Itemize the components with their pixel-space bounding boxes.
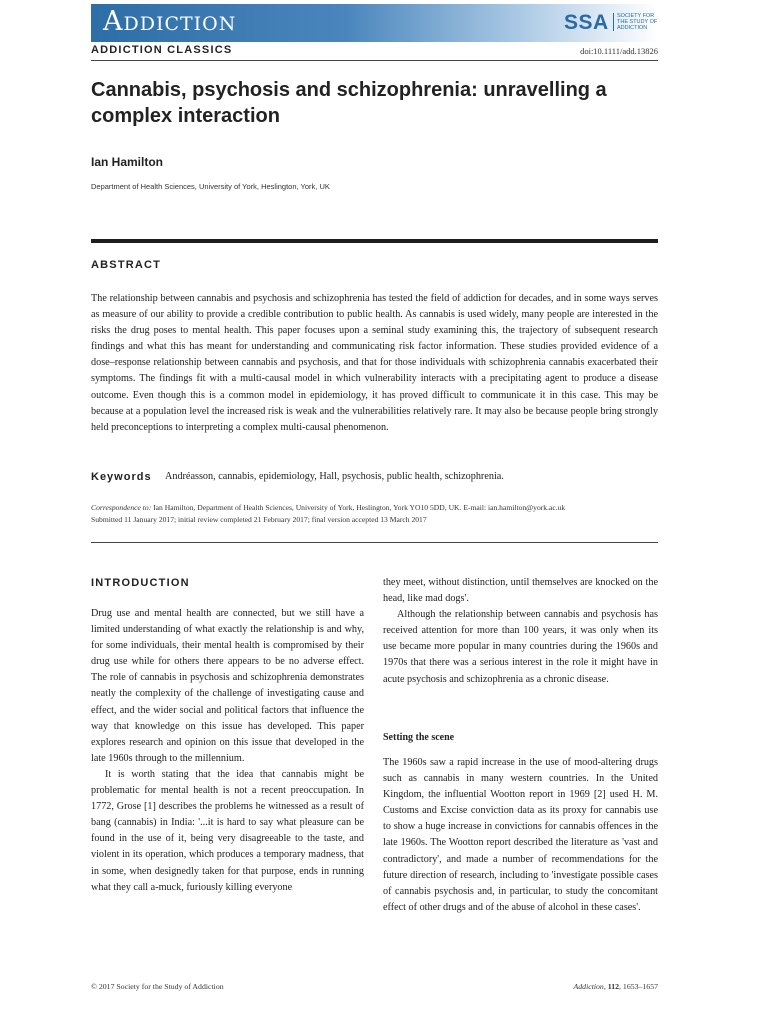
title-divider: [91, 239, 658, 243]
keywords-text: Andréasson, cannabis, epidemiology, Hall, psychosis, public health, schizophrenia.: [165, 471, 504, 482]
intro-paragraph-3: Although the relationship between cannabis and psychosis has received attention for more than 100 years, it was only when its use became more popular in many countries during the 1960s and 1970s that there was a serious interest in the role it might have in acute psychosis and schizophrenia as a chronic disease.: [383, 609, 658, 685]
body-divider: [91, 542, 658, 543]
correspondence-block: [91, 502, 658, 526]
setting-the-scene-heading: Setting the scene: [383, 732, 455, 743]
citation-journal: Addiction: [573, 982, 604, 991]
intro-paragraph-2-continued: they meet, without distinction, until themselves are knocked on the head, like mad dogs'.: [383, 577, 658, 605]
citation-pages: , 1653–1657: [619, 982, 658, 991]
intro-paragraph-1: Drug use and mental health are connected, but we still have a limited understanding of what exactly the relationship is and why, for some individuals, their mental health is compromised by their drug use while for others there appears to be no adverse effect. The role of cannabis in psychosis and schizophrenia demonstrates neatly the complexity of the challenge of investigating cause and effect, and the wider social and political factors that influence the way that knowledge on this issue has developed. This paper explores research and opinion on this issue that developed in the late 1960s through to the millennium.: [91, 608, 364, 764]
doi: doi:10.1111/add.13826: [580, 46, 658, 56]
header-rule: [91, 60, 658, 61]
right-column-top: [383, 575, 658, 688]
submission-dates: Submitted 11 January 2017; initial review completed 21 February 2017; final version accepted 13 March 2017: [91, 515, 427, 524]
abstract-text: The relationship between cannabis and psychosis and schizophrenia has tested the field of addiction for decades, and in some ways serves as measure of our ability to provide a credible contribution to public health. As cannabis is used widely, many people are interested in the risks the drug poses to mental health. This paper focuses upon a seminal study examining this, the trajectory of subsequent research findings and what this has meant for understanding and communicating risk factor information. These studies provided evidence of a dose–response relationship between cannabis and psychosis, and that for those individuals with schizophrenia cannabis exacerbated their symptoms. The findings fit with a multi-causal model in which vulnerability interacts with a precipitating agent to produce a disease outcome. Even though this is a common model in epidemiology, it has proved difficult to communicate it in this case. This may be because at a population level the increased risk is weak and the vulnerabilities relatively rare. It may also be because people bring strongly held preconceptions to interpreting a complex multi-causal phenomenon.: [91, 293, 658, 433]
section-label: ADDICTION CLASSICS: [91, 44, 233, 56]
correspondence-text: Ian Hamilton, Department of Health Sciences, University of York, Heslington, York YO10 5DD, UK. E-mail: ian.hamilton@york.ac.uk: [153, 503, 566, 512]
correspondence-label: Correspondence to:: [91, 503, 152, 512]
citation: Addiction, 112, 1653–1657: [573, 982, 658, 991]
ssa-logo-subtext: SOCIETY FOR THE STUDY OF ADDICTION: [613, 13, 661, 31]
journal-name: Addiction: [103, 6, 237, 37]
right-column-bottom: [383, 755, 658, 916]
author-affiliation: Department of Health Sciences, University of York, Heslington, York, UK: [91, 182, 330, 191]
keywords-label: Keywords: [91, 471, 152, 483]
setting-scene-paragraph: The 1960s saw a rapid increase in the use of mood-altering drugs such as cannabis in many western countries. In the United Kingdom, the influential Wootton report in 1969 [2] used H. M. Customs and Excise conviction data as its proxy for cannabis use to show a huge increase in convictions for cannabis offences in the late 1960s. The Wootton report described the literature as 'vast and contradictory', and made a number of recommendations for the future direction of research, including to 'investigate possible cases of cannabis psychosis and, in particular, to study the concomitant effect of other drugs and of the abuse of alcohol in these cases'.: [383, 757, 658, 913]
introduction-heading: INTRODUCTION: [91, 577, 190, 589]
intro-paragraph-2: It is worth stating that the idea that cannabis might be problematic for mental health is not a recent preoccupation. In 1772, Grose [1] describes the problems he witnessed as a result of bang (cannabis) in India: '...it is hard to say what pleasure can be found in the use of it, being very disagreeable to the taste, and violent in its operation, which produces a temporary madness, that in some, when designedly taken for that purpose, ends in running what they call a-muck, furiously killing everyone: [91, 768, 364, 893]
left-column: [91, 606, 364, 896]
citation-volume: 112: [607, 982, 620, 991]
article-title: Cannabis, psychosis and schizophrenia: unravelling a complex interaction: [91, 79, 607, 127]
abstract-heading: ABSTRACT: [91, 259, 162, 271]
ssa-logo: SSA: [564, 11, 609, 34]
copyright: © 2017 Society for the Study of Addiction: [91, 982, 224, 991]
author-name: Ian Hamilton: [91, 155, 164, 169]
